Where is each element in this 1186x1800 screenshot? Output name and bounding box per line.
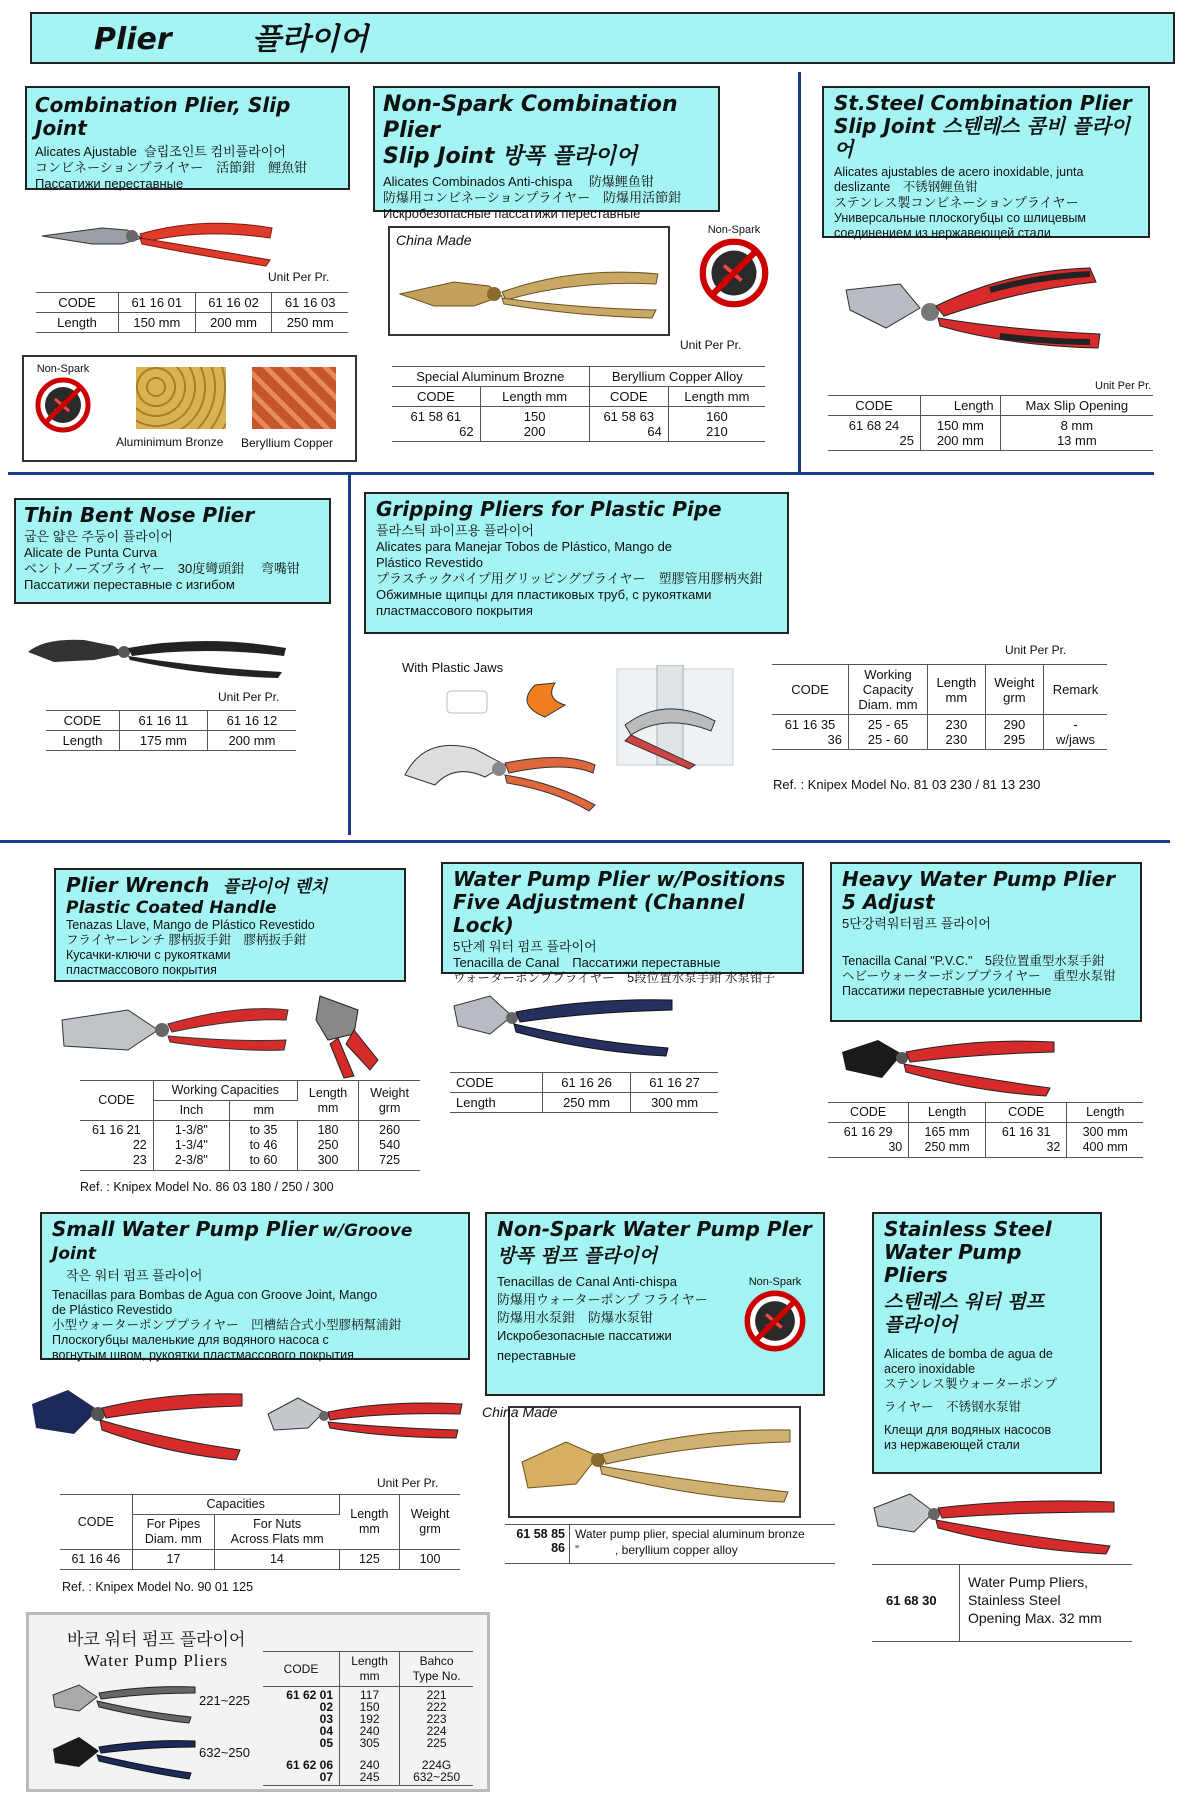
p7-h-code: CODE — [450, 1073, 543, 1093]
p5-h-capacity: Working — [864, 667, 912, 682]
p12-length: 240 — [359, 1724, 380, 1738]
p12-bahco: 224G — [421, 1758, 452, 1772]
divider-h2 — [0, 840, 1170, 843]
p5-weight: 295 — [1003, 732, 1026, 747]
p8-h-code: CODE — [828, 1103, 909, 1123]
p10-title: Non-Spark Water Pump Pler — [497, 1217, 812, 1241]
p10-line4: 防爆用水泵鉗 防爆水泵钳 — [497, 1310, 654, 1325]
p2-title1: Non-Spark Combination Plier — [383, 92, 678, 143]
p3-slip: 13 mm — [1056, 433, 1097, 448]
p6-code: 61 16 21 — [92, 1123, 141, 1137]
p12-length: 117 — [360, 1688, 380, 1702]
p10-desc: ” , beryllium copper alloy — [575, 1543, 738, 1557]
p9-box — [40, 1212, 470, 1360]
p5-with-jaws: With Plastic Jaws — [402, 660, 504, 675]
p3-length: 200 mm — [936, 433, 984, 448]
p6-weight: 260 — [379, 1123, 401, 1137]
p2-table — [392, 366, 765, 442]
p2-h-code: CODE — [392, 387, 480, 407]
p8-length: 250 mm — [924, 1140, 970, 1154]
p5-length: 230 — [945, 732, 968, 747]
p5-capacity: 25 - 65 — [867, 717, 909, 732]
p12-bahco: 225 — [426, 1736, 447, 1750]
p11-box — [872, 1212, 1102, 1474]
p3-title2: Slip Joint 스텐레스 콤비 플라이어 — [834, 114, 1130, 161]
p4-line2: Alicate de Punta Curva — [24, 545, 157, 560]
p11-line5: ステンレス製ウォーターポンプ — [884, 1377, 1057, 1391]
p12-title: Water Pump Pliers — [84, 1651, 229, 1670]
p6-h-capacities: Working Capacities — [153, 1081, 297, 1101]
p5-h-capacity: Diam. mm — [858, 697, 918, 712]
p1-length: 200 mm — [195, 313, 272, 333]
p3-table — [828, 395, 1153, 451]
p5-length: 230 — [945, 717, 968, 732]
p7-line3: ウォーターポンププライヤー 5段位置水泵手鉗 水泵钳子 — [453, 971, 776, 985]
p8-code: 61 16 29 — [843, 1125, 893, 1139]
p6-inch: 1-3/4" — [174, 1138, 208, 1152]
p9-length: 125 — [339, 1550, 399, 1570]
non-spark-label: Non-Spark — [748, 1276, 802, 1288]
p11-line1: 스텐레스 워터 펌프 — [884, 1291, 1045, 1313]
p5-line6: пластмассового покрытия — [376, 603, 533, 618]
p8-line4: Пассатижи переставные усиленные — [842, 984, 1052, 998]
p4-box — [14, 498, 331, 604]
p8-title2: 5 Adjust — [842, 890, 935, 914]
p11-line2: 플라이어 — [884, 1314, 958, 1336]
p12-table — [263, 1651, 473, 1786]
p12-bahco: 632~250 — [413, 1770, 461, 1784]
gripping-plier-icon — [395, 665, 745, 815]
p9-h-length: mm — [358, 1522, 380, 1536]
page-title: Plier — [94, 22, 172, 57]
p12-box — [26, 1612, 490, 1792]
p5-h-weight: Weight — [994, 674, 1035, 690]
p6-inch: 1-3/8" — [174, 1123, 208, 1137]
p2-group2: Beryllium Copper Alloy — [589, 367, 765, 387]
p11-title1: Stainless Steel — [884, 1217, 1052, 1241]
p1-title: Combination Plier, Slip Joint — [35, 93, 291, 140]
p6-length: 300 — [317, 1153, 339, 1167]
p2-h-length: Length mm — [480, 387, 589, 407]
p8-table — [828, 1102, 1143, 1158]
p1-material-2: Beryllium Copper — [241, 436, 334, 450]
p5-table — [772, 664, 1107, 750]
p12-code: 02 — [319, 1700, 333, 1714]
p10-spec — [505, 1524, 835, 1564]
p3-unit: Unit Per Pr. — [1095, 380, 1152, 392]
p6-title2: Plastic Coated Handle — [66, 898, 277, 918]
p5-h-code: CODE — [772, 665, 849, 715]
p10-desc: Water pump plier, special aluminum bronze — [575, 1527, 805, 1541]
p6-code: 22 — [132, 1138, 147, 1152]
p2-length: 210 — [706, 424, 728, 439]
p6-mm: to 35 — [249, 1123, 278, 1137]
p9-weight: 100 — [400, 1550, 460, 1570]
p6-length: 180 — [317, 1123, 339, 1137]
p2-box — [373, 86, 720, 221]
p6-length: 250 — [317, 1138, 339, 1152]
p9-h-capacities: Capacities — [132, 1495, 339, 1515]
p1-unit: Unit Per Pr. — [268, 270, 330, 284]
p3-h-slip: Max Slip Opening — [1000, 396, 1153, 416]
page-title-kr: 플라이어 — [252, 22, 368, 57]
p6-line2: フライヤーレンチ 膠柄扳手鉗 膠柄扳手鉗 — [66, 933, 307, 947]
p1-h-length: Length — [36, 313, 119, 333]
divider-v1 — [798, 72, 801, 472]
p1-code: 61 16 02 — [195, 293, 272, 313]
bronze-plier-icon — [394, 252, 664, 332]
p2-length: 200 — [523, 424, 546, 439]
p2-code: 64 — [647, 424, 662, 439]
p9-unit: Unit Per Pr. — [377, 1476, 439, 1490]
p12-code: 04 — [319, 1724, 333, 1738]
p7-code: 61 16 26 — [543, 1073, 631, 1093]
p12-code: 03 — [319, 1712, 333, 1726]
p3-box — [822, 86, 1150, 238]
page-header — [30, 12, 1175, 64]
p3-length: 150 mm — [936, 418, 984, 433]
p10-china-made: China Made — [482, 1404, 558, 1420]
p12-h-length: mm — [359, 1669, 380, 1683]
p5-remark: - — [1073, 717, 1078, 732]
p4-line4: Пассатижи переставные с изгибом — [24, 577, 235, 592]
p7-title1: Water Pump Plier w/Positions — [453, 867, 786, 891]
p12-title-kr: 바코 워터 펌프 플라이어 — [67, 1630, 246, 1649]
plier-wrench-icon — [58, 990, 423, 1080]
p6-table — [80, 1080, 420, 1171]
p3-line4: Универсальные плоскогубцы со шлицевым — [834, 211, 1086, 225]
p7-box — [441, 862, 804, 985]
p11-line4: acero inoxidable — [884, 1362, 976, 1376]
p6-code: 23 — [132, 1153, 147, 1167]
p12-length: 240 — [359, 1758, 380, 1772]
p1-line1-kr: 슬립조인트 컴비플라이어 — [144, 144, 286, 159]
p4-code: 61 16 12 — [207, 711, 296, 731]
p6-line4: пластмассового покрытия — [66, 963, 217, 977]
p6-h-inch: Inch — [153, 1101, 229, 1121]
p6-h-mm: mm — [230, 1101, 298, 1121]
p1-box — [25, 86, 350, 190]
p6-mm: to 60 — [249, 1153, 278, 1167]
non-spark-icon — [699, 238, 769, 308]
p3-h-code: CODE — [828, 396, 921, 416]
p4-line1: 굽은 얇은 주둥이 플라이어 — [24, 529, 173, 544]
p12-code: 61 62 01 — [286, 1688, 333, 1702]
p5-capacity: 25 - 60 — [867, 732, 909, 747]
p8-h-length: Length — [1067, 1103, 1143, 1123]
p6-h-length: mm — [317, 1100, 339, 1115]
p12-bahco: 223 — [426, 1712, 447, 1726]
small-water-pump-plier-icon — [28, 1384, 468, 1474]
p5-line4: プラスチックパイプ用グリッピングプライヤー 塑膠管用膠柄夾鉗 — [376, 571, 763, 586]
p1-code: 61 16 03 — [272, 293, 348, 313]
p8-line1: 5단강력워터펌프 플라이어 — [842, 916, 991, 931]
p4-length: 175 mm — [119, 731, 207, 751]
p2-unit: Unit Per Pr. — [680, 338, 742, 352]
p9-table — [60, 1494, 460, 1570]
p8-h-code: CODE — [985, 1103, 1066, 1123]
p6-h-length: Length — [308, 1085, 348, 1100]
p9-line2: Tenacillas para Bombas de Agua con Groove Joint, Mango — [52, 1288, 378, 1302]
p11-line6: ライヤー 不锈钢水泵钳 — [884, 1400, 1022, 1414]
p9-title1b: w/Groove Joint — [52, 1221, 413, 1264]
bahco-plier-1-icon — [49, 1677, 199, 1727]
bahco-plier-2-icon — [49, 1731, 199, 1781]
p6-ref: Ref. : Knipex Model No. 86 03 180 / 250 / 300 — [80, 1180, 334, 1194]
p12-length: 305 — [359, 1736, 380, 1750]
p12-h-bahco: Type No. — [412, 1669, 461, 1683]
non-spark-label: Non-Spark — [707, 224, 761, 236]
p9-line3: de Plástico Revestido — [52, 1303, 173, 1317]
p1-h-code: CODE — [36, 293, 119, 313]
non-spark-label: Non-Spark — [36, 363, 90, 375]
p9-h-nuts: For Nuts — [253, 1517, 302, 1531]
p11-line3: Alicates de bomba de agua de — [884, 1347, 1053, 1361]
p7-length: 300 mm — [631, 1093, 718, 1113]
p2-title2: Slip Joint 방폭 플라이어 — [383, 144, 638, 169]
p7-h-length: Length — [450, 1093, 543, 1113]
p12-bahco: 224 — [426, 1724, 447, 1738]
p7-title2: Five Adjustment (Channel Lock) — [453, 890, 745, 937]
p10-code: 86 — [551, 1541, 565, 1555]
p9-h-weight: grm — [419, 1522, 441, 1536]
p5-code: 36 — [827, 732, 842, 747]
p10-line2: Tenacillas de Canal Anti-chispa — [497, 1274, 677, 1289]
heavy-water-pump-plier-icon — [838, 1032, 1058, 1102]
p12-code: 61 62 06 — [286, 1758, 333, 1772]
p12-range2: 632~250 — [199, 1745, 250, 1760]
p11-desc: Water Pump Pliers, — [968, 1574, 1089, 1590]
p9-h-length: Length — [350, 1507, 389, 1521]
non-spark-icon — [744, 1290, 806, 1352]
p10-line6: переставные — [497, 1348, 576, 1363]
p9-title1: Small Water Pump Plier — [52, 1217, 318, 1241]
p11-line7: Клещи для водяных насосов — [884, 1423, 1052, 1437]
p12-length: 245 — [359, 1770, 380, 1784]
water-pump-plier-icon — [450, 990, 680, 1060]
p3-line2: deslizante 不锈钢鲤鱼钳 — [834, 180, 978, 194]
p2-h-code: CODE — [589, 387, 668, 407]
p5-box — [364, 492, 789, 634]
p11-desc: Stainless Steel — [968, 1592, 1061, 1608]
p9-code: 61 16 46 — [60, 1550, 132, 1570]
p6-line3: Кусачки-ключи с рукоятками — [66, 948, 231, 962]
p1-table — [36, 292, 348, 333]
p5-h-length: mm — [945, 689, 968, 705]
p5-line3: Plástico Revestido — [376, 555, 483, 570]
p9-h-weight: Weight — [410, 1507, 450, 1521]
p4-unit: Unit Per Pr. — [218, 690, 280, 704]
p2-non-spark-badge — [695, 224, 773, 308]
p4-table — [46, 710, 296, 751]
p4-length: 200 mm — [207, 731, 296, 751]
p4-line3: ベントノーズプライヤー 30度彎頭鉗 弯嘴钳 — [24, 561, 300, 576]
p8-line3: ヘビーウォーターポンププライヤー 重型水泵钳 — [842, 969, 1116, 983]
p10-line3: 防爆用ウォーターポンプ フライヤー — [497, 1292, 708, 1307]
p5-remark: w/jaws — [1055, 732, 1095, 747]
p12-code: 07 — [319, 1770, 333, 1784]
p2-length: 150 — [523, 409, 546, 424]
p9-ref: Ref. : Knipex Model No. 90 01 125 — [62, 1580, 254, 1594]
p12-code: 05 — [319, 1736, 333, 1750]
p6-mm: to 46 — [249, 1138, 278, 1152]
p12-bahco: 221 — [426, 1688, 447, 1702]
p2-image-box — [388, 226, 670, 336]
p2-code: 61 58 63 — [603, 409, 655, 424]
p8-code: 30 — [888, 1140, 903, 1154]
p5-line2: Alicates para Manejar Tobos de Plástico, Mango de — [376, 539, 673, 554]
p12-range1: 221~225 — [199, 1693, 250, 1708]
p1-materials-box — [22, 355, 357, 462]
p6-box — [54, 868, 406, 982]
p3-line1: Alicates ajustables de acero inoxidable, junta — [834, 165, 1084, 179]
p1-non-spark-badge — [30, 363, 96, 433]
combination-plier-icon — [32, 198, 282, 268]
p9-line6: вогнутым швом, рукоятки пластмассового покрытия — [52, 1348, 354, 1362]
p3-line5: соединением из нержавеющей стали — [834, 226, 1051, 240]
p9-line1: 작은 워터 펌프 플라이어 — [66, 1268, 203, 1283]
p8-h-length: Length — [909, 1103, 986, 1123]
p1-length: 250 mm — [272, 313, 348, 333]
non-spark-icon — [35, 377, 91, 433]
p5-h-capacity: Capacity — [862, 682, 914, 697]
p8-length: 165 mm — [924, 1125, 970, 1139]
p3-code: 61 68 24 — [848, 418, 900, 433]
p6-line1: Tenazas Llave, Mango de Plástico Revestido — [66, 918, 315, 932]
p1-line1-es: Alicates Ajustable — [35, 144, 137, 159]
p4-h-length: Length — [46, 731, 119, 751]
p11-title2: Water Pump Pliers — [884, 1240, 1022, 1287]
p10-image-box — [482, 1404, 801, 1518]
p12-h-length: Length — [351, 1654, 388, 1668]
p1-line2: コンビネーションプライヤー 活節鉗 鯉魚钳 — [35, 160, 308, 175]
p3-line3: ステンレス製コンビネーションプライヤー — [834, 195, 1079, 210]
p2-line1: Alicates Combinados Anti-chispa 防爆鲤鱼钳 — [383, 174, 654, 189]
p3-h-length: Length — [921, 396, 1001, 416]
p9-h-code: CODE — [60, 1495, 132, 1550]
p1-length: 150 mm — [119, 313, 196, 333]
p11-desc: Opening Max. 32 mm — [968, 1610, 1102, 1626]
p7-table — [450, 1072, 718, 1113]
p10-line5: Искробезопасные пассатижи — [497, 1328, 672, 1343]
p2-line3: Искробезопасные пассатижи переставные — [383, 206, 641, 221]
p9-line4: 小型ウォーターポンププライヤー 凹槽結合式小型膠柄幫浦鉗 — [52, 1318, 402, 1332]
p10-code: 61 58 85 — [516, 1527, 565, 1541]
p9-line5: Плоскогубцы маленькие для водяного насоса с — [52, 1333, 329, 1347]
p11-code: 61 68 30 — [886, 1593, 937, 1608]
p12-bahco: 222 — [426, 1700, 447, 1714]
p4-code: 61 16 11 — [119, 711, 207, 731]
p5-ref: Ref. : Knipex Model No. 81 03 230 / 81 13 230 — [773, 777, 1041, 792]
aluminium-bronze-image — [136, 367, 226, 429]
p9-pipes: 17 — [132, 1550, 215, 1570]
p8-length: 400 mm — [1082, 1140, 1128, 1154]
p5-code: 61 16 35 — [784, 717, 836, 732]
p11-spec — [872, 1564, 1132, 1642]
p3-code: 25 — [899, 433, 914, 448]
p6-title-kr: 플라이어 렌치 — [222, 877, 328, 897]
p8-box — [830, 862, 1142, 1022]
p1-code: 61 16 01 — [119, 293, 196, 313]
p6-weight: 725 — [379, 1153, 401, 1167]
p6-weight: 540 — [379, 1138, 401, 1152]
p12-length: 192 — [359, 1712, 380, 1726]
p7-length: 250 mm — [543, 1093, 631, 1113]
p1-line3: Пассатижи переставные — [35, 176, 184, 191]
p3-title1: St.Steel Combination Plier — [834, 91, 1132, 115]
bronze-water-pump-plier-icon — [516, 1422, 796, 1512]
p8-code: 32 — [1046, 1140, 1061, 1154]
p7-line1: 5단계 워터 펌프 플라이어 — [453, 939, 597, 954]
p10-box — [485, 1212, 825, 1396]
p6-h-weight: grm — [378, 1100, 401, 1115]
p12-length: 150 — [359, 1700, 380, 1714]
bent-nose-plier-icon — [24, 624, 294, 680]
p6-h-weight: Weight — [370, 1085, 409, 1100]
p12-h-code: CODE — [263, 1652, 340, 1687]
p9-h-pipes: For Pipes — [146, 1517, 201, 1531]
p9-h-nuts: Across Flats mm — [230, 1532, 324, 1546]
p2-code: 62 — [459, 424, 474, 439]
p5-title: Gripping Pliers for Plastic Pipe — [376, 497, 722, 521]
p10-non-spark-badge — [737, 1276, 813, 1352]
divider-v2 — [348, 475, 351, 835]
p8-line2: Tenacilla Canal "P.V.C." 5段位置重型水泵手鉗 — [842, 954, 1105, 968]
p12-h-bahco: Bahco — [419, 1654, 454, 1668]
p5-unit: Unit Per Pr. — [1005, 643, 1067, 657]
p5-h-remark: Remark — [1044, 665, 1108, 715]
p8-code: 61 16 31 — [1001, 1125, 1051, 1139]
p5-h-weight: grm — [1003, 689, 1026, 705]
stainless-combination-plier-icon — [840, 250, 1130, 370]
stainless-water-pump-plier-icon — [870, 1488, 1120, 1558]
p9-nuts: 14 — [215, 1550, 340, 1570]
p4-title: Thin Bent Nose Plier — [24, 503, 255, 527]
p2-length: 160 — [706, 409, 728, 424]
p11-line8: из нержавеющей стали — [884, 1438, 1020, 1452]
beryllium-copper-image — [252, 367, 336, 429]
p7-line2: Tenacilla de Canal Пассатижи переставные — [453, 955, 721, 970]
p6-inch: 2-3/8" — [174, 1153, 208, 1167]
p5-line1: 플라스틱 파이프용 플라이어 — [376, 523, 534, 538]
p6-title1: Plier Wrench — [66, 873, 210, 897]
p7-code: 61 16 27 — [631, 1073, 718, 1093]
p2-code: 61 58 61 — [410, 409, 462, 424]
p5-weight: 290 — [1003, 717, 1026, 732]
p8-title1: Heavy Water Pump Plier — [842, 867, 1116, 891]
p6-h-code: CODE — [80, 1081, 153, 1121]
p2-line2: 防爆用コンビネーションプライヤー 防爆用活節鉗 — [383, 190, 682, 205]
p2-h-length: Length mm — [668, 387, 765, 407]
divider-h1 — [8, 472, 1154, 475]
p5-line5: Обжимные щипцы для пластиковых труб, с рукоятками — [376, 587, 712, 602]
p3-slip: 8 mm — [1060, 418, 1094, 433]
p4-h-code: CODE — [46, 711, 119, 731]
p5-h-length: Length — [936, 674, 977, 690]
p1-material-1: Aluminimum Bronze — [116, 435, 224, 449]
p8-length: 300 mm — [1082, 1125, 1128, 1139]
p9-h-pipes: Diam. mm — [144, 1532, 202, 1546]
p10-line1: 방폭 펌프 플라이어 — [497, 1245, 658, 1267]
p2-group1: Special Aluminum Brozne — [392, 367, 589, 387]
p2-china-made: China Made — [396, 232, 472, 248]
